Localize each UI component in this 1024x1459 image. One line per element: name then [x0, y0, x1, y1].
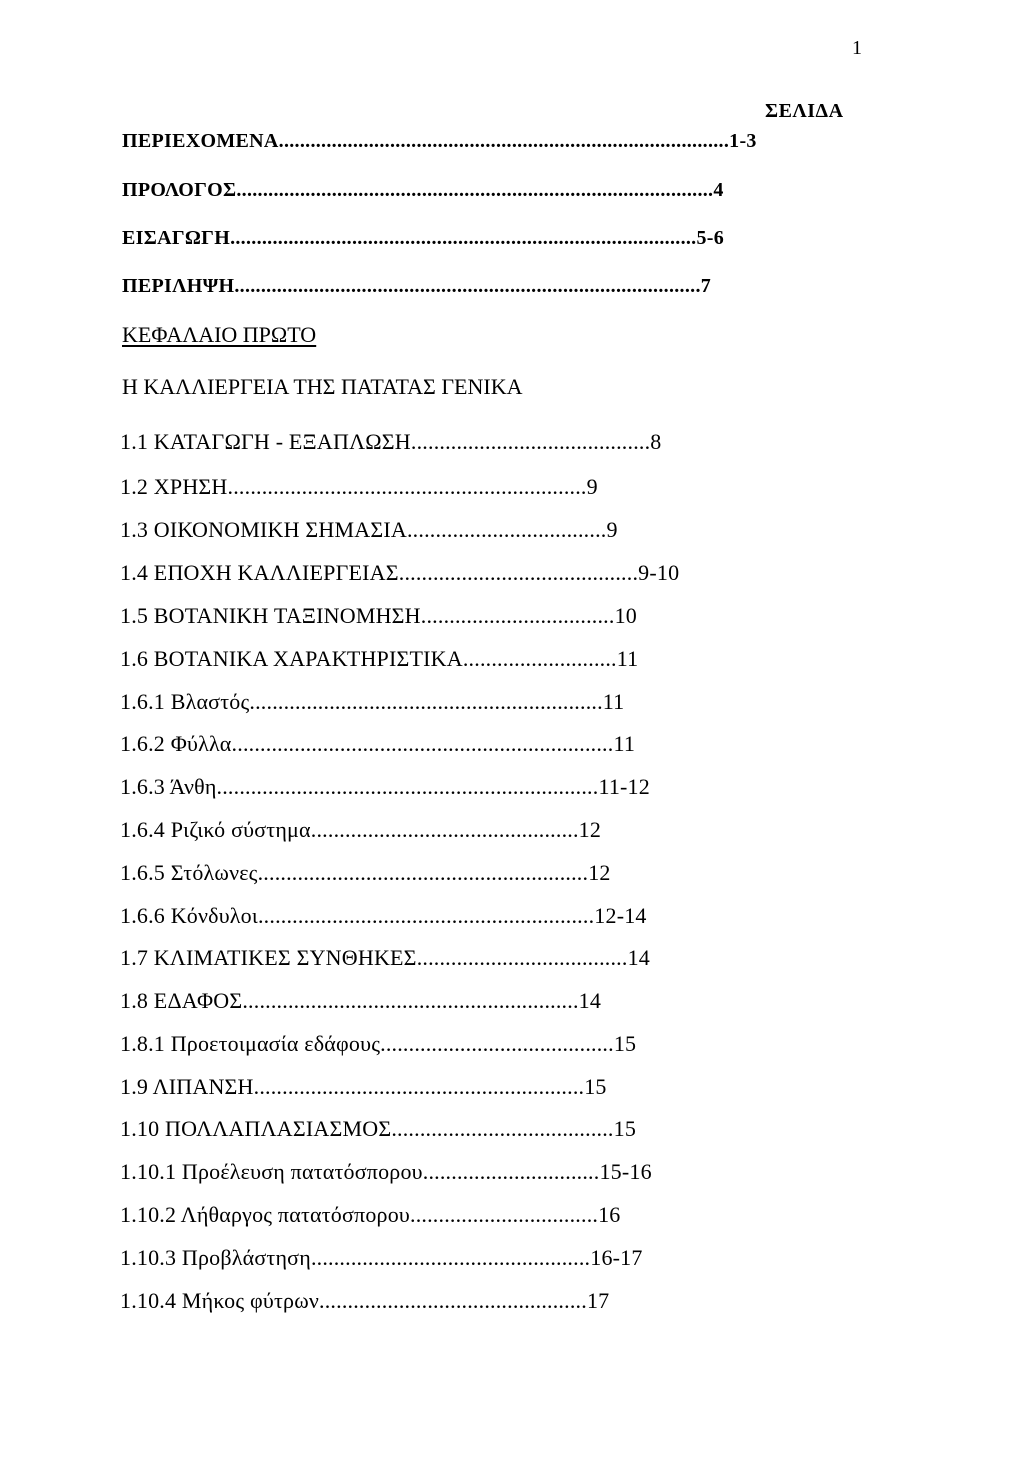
entry-dots: .........................................	[380, 1031, 614, 1056]
toc-entry	[120, 903, 647, 929]
entry-dots: ...........................	[462, 646, 617, 671]
entry-page: 12	[578, 817, 602, 842]
entry-title: 1.6.2 Φύλλα	[120, 731, 232, 756]
page-number: 1	[852, 37, 862, 59]
entry-dots: ...................................................................	[231, 731, 614, 756]
entry-title: 1.2 ΧΡΗΣΗ	[120, 474, 228, 499]
entry-title: 1.10.1 Προέλευση πατατόσπορου	[120, 1159, 423, 1184]
entry-dots: ..........................................................................................	[236, 179, 714, 201]
entry-dots: ...............................................................	[227, 474, 587, 499]
entry-page: 12	[588, 860, 611, 885]
entry-dots: .......................................	[391, 1116, 614, 1141]
entry-page: 9-10	[638, 560, 680, 585]
entry-page: 5-6	[696, 227, 725, 249]
entry-page: 11	[613, 731, 636, 756]
entry-page: 9	[606, 517, 618, 542]
entry-title: 1.6.5 Στόλωνες	[120, 860, 258, 885]
entry-title: 1.8 ΕΔΑΦΟΣ	[120, 988, 243, 1013]
entry-title: 1.8.1 Προετοιμασία εδάφους	[120, 1031, 381, 1056]
entry-page: 9	[586, 474, 598, 499]
entry-dots: ...................................	[406, 517, 607, 542]
entry-title: ΠΕΡΙΛΗΨΗ	[122, 275, 235, 297]
front-matter-entry	[122, 275, 711, 298]
entry-title: 1.6.1 Βλαστός	[120, 689, 250, 714]
toc-entry	[120, 1031, 636, 1057]
entry-dots: ..........................................	[410, 429, 651, 454]
entry-title: 1.10.3 Προβλάστηση	[120, 1245, 311, 1270]
toc-entry	[120, 731, 635, 757]
entry-title: ΠΡΟΛΟΓΟΣ	[122, 179, 237, 201]
toc-entry	[120, 945, 650, 971]
entry-title: 1.3 ΟΙΚΟΝΟΜΙΚΗ ΣΗΜΑΣΙΑ	[120, 517, 407, 542]
entry-title: 1.7 ΚΛΙΜΑΤΙΚΕΣ ΣΥΝΘΗΚΕΣ	[120, 945, 417, 970]
toc-entry	[120, 1288, 609, 1314]
entry-page: 16	[598, 1202, 621, 1227]
entry-page: 15	[584, 1074, 607, 1099]
entry-page: 14	[627, 945, 650, 970]
toc-entry	[120, 1245, 643, 1271]
toc-entry	[120, 474, 598, 500]
entry-title: 1.6.3 Άνθη	[120, 774, 217, 799]
toc-entry	[120, 1159, 652, 1185]
entry-dots: ...................................................................	[216, 774, 599, 799]
entry-dots: ..........................................................	[257, 860, 589, 885]
entry-dots: ..........................................................	[253, 1074, 585, 1099]
entry-dots: ...........................................................	[242, 988, 579, 1013]
entry-page: 11	[602, 689, 625, 714]
entry-page: 11	[616, 646, 639, 671]
entry-title: 1.4 ΕΠΟΧΗ ΚΑΛΛΙΕΡΓΕΙΑΣ	[120, 560, 399, 585]
entry-dots: ...............................................	[319, 1288, 587, 1313]
toc-entry	[120, 988, 601, 1014]
entry-page: 8	[650, 429, 662, 454]
entry-title: 1.10.4 Μήκος φύτρων	[120, 1288, 320, 1313]
entry-dots: ...............................	[422, 1159, 600, 1184]
entry-dots: .................................................	[310, 1245, 591, 1270]
front-matter-entry	[122, 179, 724, 202]
entry-title: ΕΙΣΑΓΩΓΗ	[122, 227, 231, 249]
entry-dots: .....................................................................................	[278, 130, 730, 152]
entry-dots: ...........................................................	[257, 903, 595, 928]
chapter-label: ΚΕΦΑΛΑΙΟ ΠΡΩΤΟ	[122, 322, 317, 347]
toc-entry	[120, 1202, 621, 1228]
entry-page: 4	[713, 179, 724, 201]
entry-dots: ........................................................................................	[234, 275, 701, 297]
toc-entry	[120, 817, 601, 843]
chapter-title: Η ΚΑΛΛΙΕΡΓΕΙΑ ΤΗΣ ΠΑΤΑΤΑΣ ΓΕΝΙΚΑ	[122, 374, 523, 399]
toc-entry	[120, 429, 662, 455]
entry-page: 15	[613, 1031, 637, 1056]
entry-title: 1.1 ΚΑΤΑΓΩΓΗ - ΕΞΑΠΛΩΣΗ	[120, 429, 411, 454]
entry-page: 1-3	[729, 130, 757, 152]
entry-page: 15	[613, 1116, 637, 1141]
entry-page: 16-17	[590, 1245, 643, 1270]
toc-entry	[120, 774, 650, 800]
entry-dots: ..............................................................	[249, 689, 603, 714]
toc-entry	[120, 560, 679, 586]
entry-dots: ........................................................................................	[230, 227, 697, 249]
toc-entry	[120, 1116, 636, 1142]
toc-entry	[120, 646, 638, 672]
entry-title: 1.5 ΒΟΤΑΝΙΚΗ ΤΑΞΙΝΟΜΗΣΗ	[120, 603, 421, 628]
entry-dots: ...............................................	[310, 817, 579, 842]
front-matter-entry	[122, 227, 724, 250]
toc-entry	[120, 603, 637, 629]
entry-page: 17	[586, 1288, 610, 1313]
entry-title: 1.10.2 Λήθαργος πατατόσπορου	[120, 1202, 410, 1227]
page-column-header: ΣΕΛΙΔΑ	[765, 100, 844, 122]
entry-dots: .....................................	[416, 945, 628, 970]
entry-dots: ..........................................	[398, 560, 639, 585]
toc-entry	[120, 517, 618, 543]
entry-page: 7	[700, 275, 712, 297]
entry-title: ΠΕΡΙΕΧΟΜΕΝΑ	[122, 130, 279, 152]
entry-dots: .................................	[410, 1202, 599, 1227]
entry-page: 15-16	[599, 1159, 652, 1184]
entry-page: 11-12	[598, 774, 650, 799]
entry-page: 14	[578, 988, 602, 1013]
front-matter-entry	[122, 130, 757, 153]
entry-title: 1.6 ΒΟΤΑΝΙΚΑ ΧΑΡΑΚΤΗΡΙΣΤΙΚΑ	[120, 646, 463, 671]
entry-page: 12-14	[594, 903, 647, 928]
entry-dots: ..................................	[420, 603, 615, 628]
entry-title: 1.9 ΛΙΠΑΝΣΗ	[120, 1074, 254, 1099]
toc-entry	[120, 689, 624, 715]
toc-entry	[120, 1074, 607, 1100]
entry-title: 1.6.4 Ριζικό σύστημα	[120, 817, 311, 842]
entry-title: 1.6.6 Κόνδυλοι	[120, 903, 258, 928]
entry-title: 1.10 ΠΟΛΛΑΠΛΑΣΙΑΣΜΟΣ	[120, 1116, 392, 1141]
toc-entry	[120, 860, 611, 886]
entry-page: 10	[614, 603, 637, 628]
